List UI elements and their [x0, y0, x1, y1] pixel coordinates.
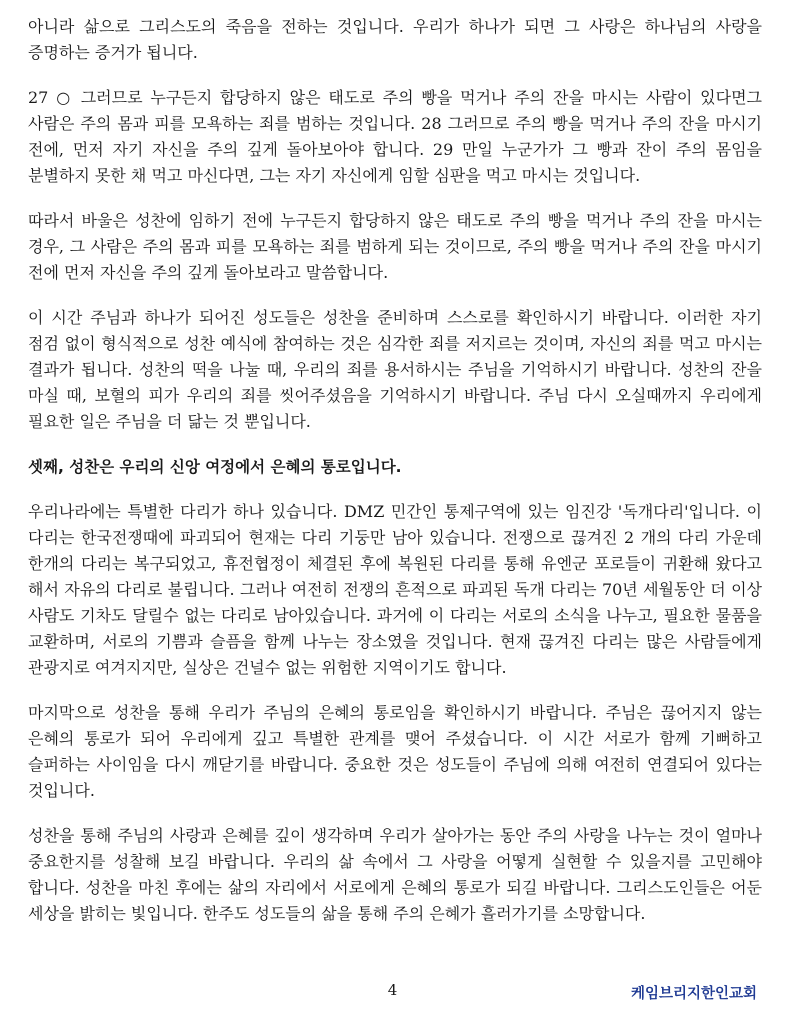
document-body: [28, 14, 762, 946]
paragraph-6: 마지막으로 성찬을 통해 우리가 주님의 은혜의 통로임을 확인하시기 바랍니다. 주님은 끊어지지 않는 은혜의 통로가 되어 우리에게 깊고 특별한 관계를 맺어 주셨습니다. 이 시간 서로가 함께 기뻐하고 슬퍼하는 사이임을 다시 깨닫기를 바랍니다. 중요한 것은 성도들이 주님에 의해 여전히 연결되어 있다는 것입니다.: [28, 703, 762, 800]
section-heading: 셋째, 성찬은 우리의 신앙 여정에서 은혜의 통로입니다.: [28, 458, 402, 476]
paragraph-3: 따라서 바울은 성찬에 임하기 전에 누구든지 합당하지 않은 태도로 주의 빵을 먹거나 주의 잔을 마시는 경우, 그 사람은 주의 몸과 피를 모욕하는 죄를 범하게 되는 것이므로, 주의 빵을 먹거나 주의 잔을 마시기 전에 먼저 자신을 주의 깊게 돌아보라고 말씀합니다.: [28, 211, 762, 282]
paragraph-1: 아니라 삶으로 그리스도의 죽음을 전하는 것입니다. 우리가 하나가 되면 그 사랑은 하나님의 사랑을 증명하는 증거가 됩니다.: [28, 17, 762, 62]
church-name: 케임브리지한인교회: [630, 986, 757, 1002]
paragraph-7: 성찬을 통해 주님의 사랑과 은혜를 깊이 생각하며 우리가 살아가는 동안 주의 사랑을 나누는 것이 얼마나 중요한지를 성찰해 보길 바랍니다. 우리의 삶 속에서 그 사랑을 어떻게 실현할 수 있을지를 고민해야 합니다. 성찬을 마친 후에는 삶의 자리에서 서로에게 은혜의 통로가 되길 바랍니다. 그리스도인들은 어둔 세상을 밝히는 빛입니다. 한주도 성도들의 삶을 통해 주의 은혜가 흘러가기를 소망합니다.: [28, 826, 762, 923]
paragraph-5: 우리나라에는 특별한 다리가 하나 있습니다. DMZ 민간인 통제구역에 있는 임진강 '독개다리'입니다. 이 다리는 한국전쟁때에 파괴되어 현재는 다리 기둥만 남아 있습니다. 전쟁으로 끊겨진 2 개의 다리 가운데 한개의 다리는 복구되었고, 휴전협정이 체결된 후에 복원된 다리를 통해 유엔군 포로들이 귀환해 왔다고 해서 자유의 다리로 불립니다. 그러나 여전히 전쟁의 흔적으로 파괴된 독개 다리는 70년 세월동안 더 이상 사람도 기차도 달릴수 없는 다리로 남아있습니다. 과거에 이 다리는 서로의 소식을 나누고, 필요한 물품을 교환하며, 서로의 기쁨과 슬픔을 함께 나누는 장소였을 것입니다. 현재 끊겨진 다리는 많은 사람들에게 관광지로 여겨지지만, 실상은 건널수 없는 위험한 지역이기도 합니다.: [28, 502, 762, 677]
paragraph-4: 이 시간 주님과 하나가 되어진 성도들은 성찬을 준비하며 스스로를 확인하시기 바랍니다. 이러한 자기 점검 없이 형식적으로 성찬 예식에 참여하는 것은 심각한 죄를 저지르는 것이며, 자신의 죄를 먹고 마시는 결과가 됩니다. 성찬의 떡을 나눌 때, 우리의 죄를 용서하시는 주님을 기억하시기 바랍니다. 성찬의 잔을 마실 때, 보혈의 피가 우리의 죄를 씻어주셨음을 기억하시기 바랍니다. 주님 다시 오실때까지 우리에게 필요한 일은 주님을 더 닮는 것 뿐입니다.: [28, 308, 762, 431]
paragraph-scripture: 27 ○ 그러므로 누구든지 합당하지 않은 태도로 주의 빵을 먹거나 주의 잔을 마시는 사람이 있다면그 사람은 주의 몸과 피를 모욕하는 죄를 범하는 것입니다. 28 그러므로 주의 빵을 먹거나 주의 잔을 마시기 전에, 먼저 자기 자신을 주의 깊게 돌아보아야 합니다. 29 만일 누군가가 그 빵과 잔이 주의 몸임을 분별하지 못한 채 먹고 마신다면, 그는 자기 자신에게 임할 심판을 먹고 마시는 것입니다.: [28, 88, 762, 185]
page-number: 4: [387, 981, 398, 999]
